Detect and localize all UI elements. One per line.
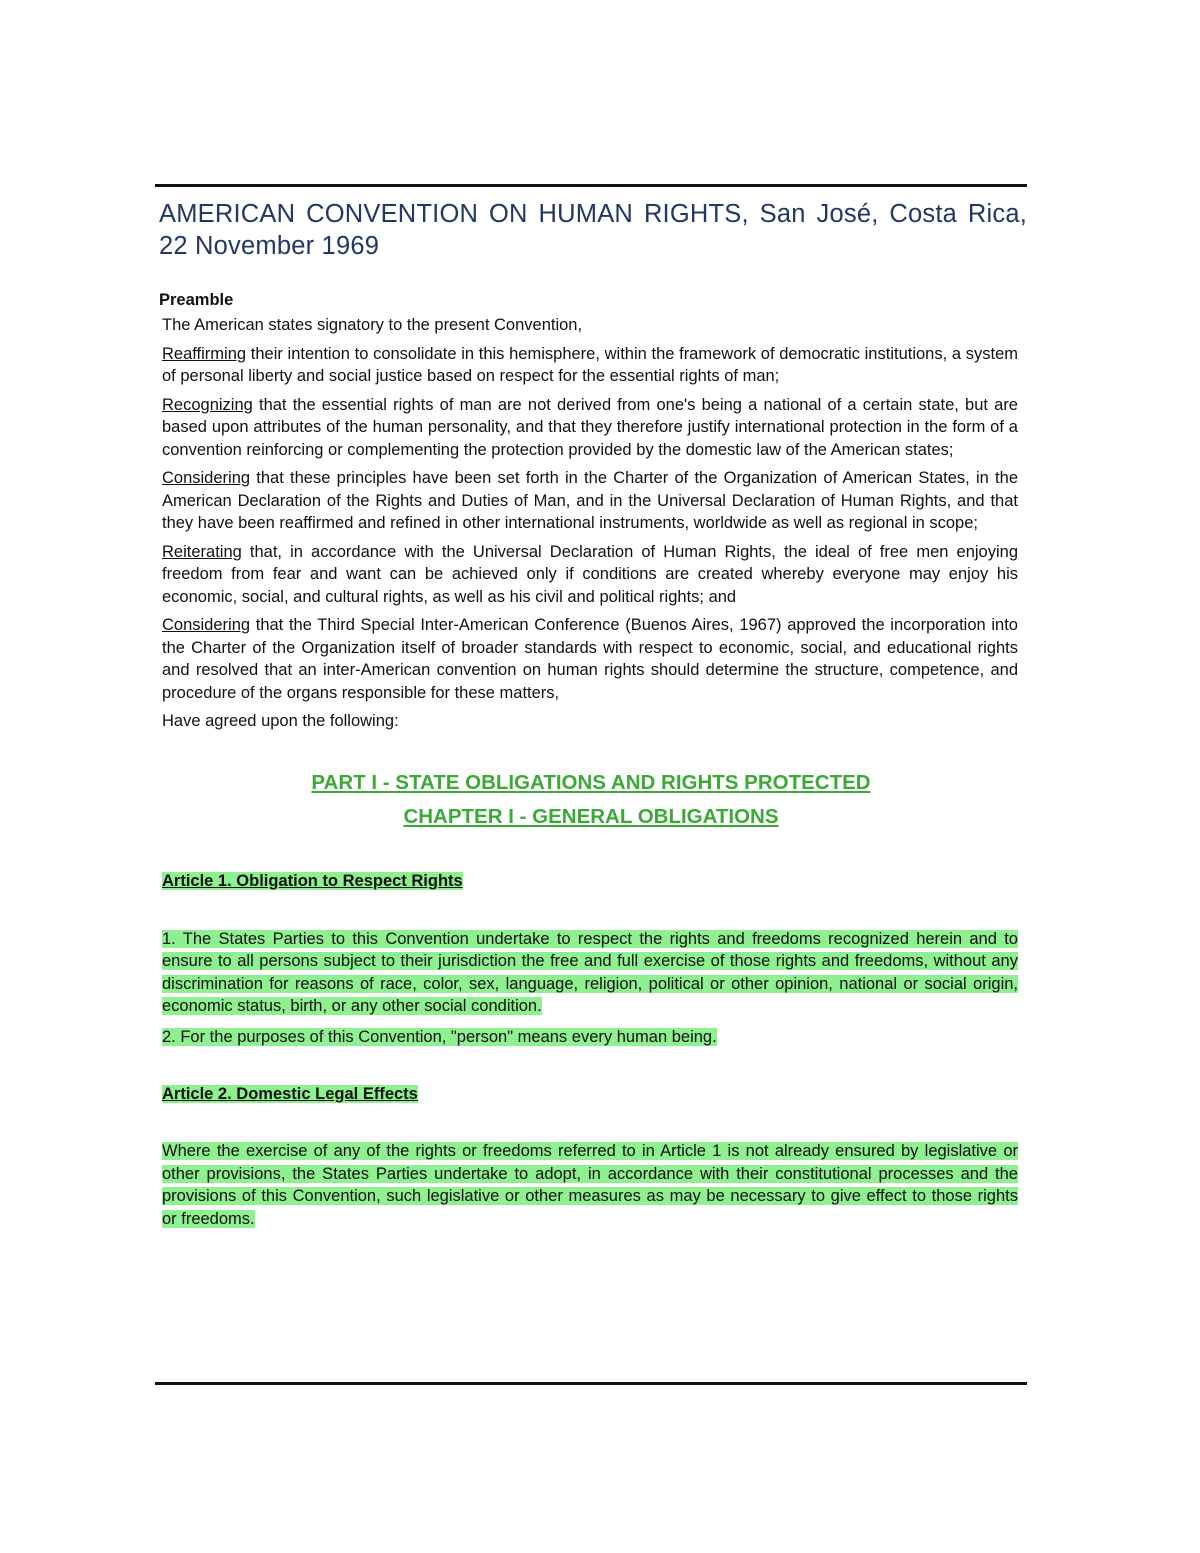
article-paragraph xyxy=(162,928,1018,1018)
preamble-clause xyxy=(162,467,1018,535)
preamble-clause xyxy=(162,541,1018,609)
clause-lead: Reaffirming xyxy=(162,344,247,363)
article-1 xyxy=(162,870,1018,1049)
document-title: AMERICAN CONVENTION ON HUMAN RIGHTS, San José, Costa Rica, 22 November 1969 xyxy=(159,200,1027,260)
part-headings xyxy=(155,766,1027,834)
article-paragraph xyxy=(162,1140,1018,1230)
preamble-closing: Have agreed upon the following: xyxy=(162,712,399,730)
bottom-rule xyxy=(155,1382,1027,1385)
preamble-body xyxy=(162,314,1018,733)
preamble-clause xyxy=(162,343,1018,388)
clause-text: that the Third Special Inter-American Conference (Buenos Aires, 1967) approved the incorporation into the Charter of the Organization itself of broader standards with respect to economic, social, and educational rights and resolved that an inter-American convention on human rights should determine the structure, competence, and procedure of the organs responsible for these matters, xyxy=(162,616,1018,702)
clause-lead: Recognizing xyxy=(162,395,253,414)
preamble-intro: The American states signatory to the present Convention, xyxy=(162,316,583,334)
clause-text: that these principles have been set forth in the Charter of the Organization of American States, in the American Declaration of the Rights and Duties of Man, and in the Universal Declaration of Human Rights, and that they have been reaffirmed and refined in other international instruments, worldwide as well as regional in scope; xyxy=(162,469,1018,532)
preamble-clause xyxy=(162,394,1018,462)
article-heading xyxy=(162,1083,1018,1105)
article-2-paragraph-1: Where the exercise of any of the rights or freedoms referred to in Article 1 is not already ensured by legislative or other provisions, the States Parties undertake to adopt, in accordance with their constitutional processes and the provisions of this Convention, such legislative or other measures as may be necessary to give effect to those rights or freedoms. xyxy=(162,1142,1018,1228)
article-paragraph xyxy=(162,1026,1018,1049)
document-page xyxy=(155,184,1027,1230)
clause-text: that, in accordance with the Universal Declaration of Human Rights, the ideal of free men enjoying freedom from fear and want can be achieved only if conditions are created whereby everyone may enjoy his economic, social, and cultural rights, as well as his civil and political rights; and xyxy=(162,542,1018,606)
preamble-clause xyxy=(162,614,1018,704)
part-heading: PART I - STATE OBLIGATIONS AND RIGHTS PROTECTED xyxy=(311,770,871,794)
chapter-heading: CHAPTER I - GENERAL OBLIGATIONS xyxy=(403,804,779,828)
clause-text: their intention to consolidate in this hemisphere, within the framework of democratic institutions, a system of personal liberty and social justice based on respect for the essential rights of man; xyxy=(162,344,1018,385)
article-1-paragraph-2: 2. For the purposes of this Convention, "person" means every human being. xyxy=(162,1027,717,1046)
article-1-paragraph-1: 1. The States Parties to this Convention undertake to respect the rights and freedoms recognized herein and to ensure to all persons subject to their jurisdiction the free and full exercise of those rights and freedoms, without any discrimination for reasons of race, color, sex, language, religion, political or other opinion, national or social origin, economic status, birth, or any other social condition. xyxy=(162,929,1018,1015)
clause-lead: Considering xyxy=(162,616,251,634)
article-heading xyxy=(162,870,1018,892)
article-2 xyxy=(162,1083,1018,1230)
clause-lead: Considering xyxy=(162,469,251,487)
top-rule xyxy=(155,184,1027,187)
article-1-heading: Article 1. Obligation to Respect Rights xyxy=(162,871,463,890)
article-2-heading: Article 2. Domestic Legal Effects xyxy=(162,1085,418,1103)
preamble-heading: Preamble xyxy=(159,291,234,309)
clause-text: that the essential rights of man are not derived from one's being a national of a certain state, but are based upon attributes of the human personality, and that they therefore justify international protection in the form of a convention reinforcing or complementing the protection provided by the domestic law of the American states; xyxy=(162,395,1018,459)
clause-lead: Reiterating xyxy=(162,542,242,561)
